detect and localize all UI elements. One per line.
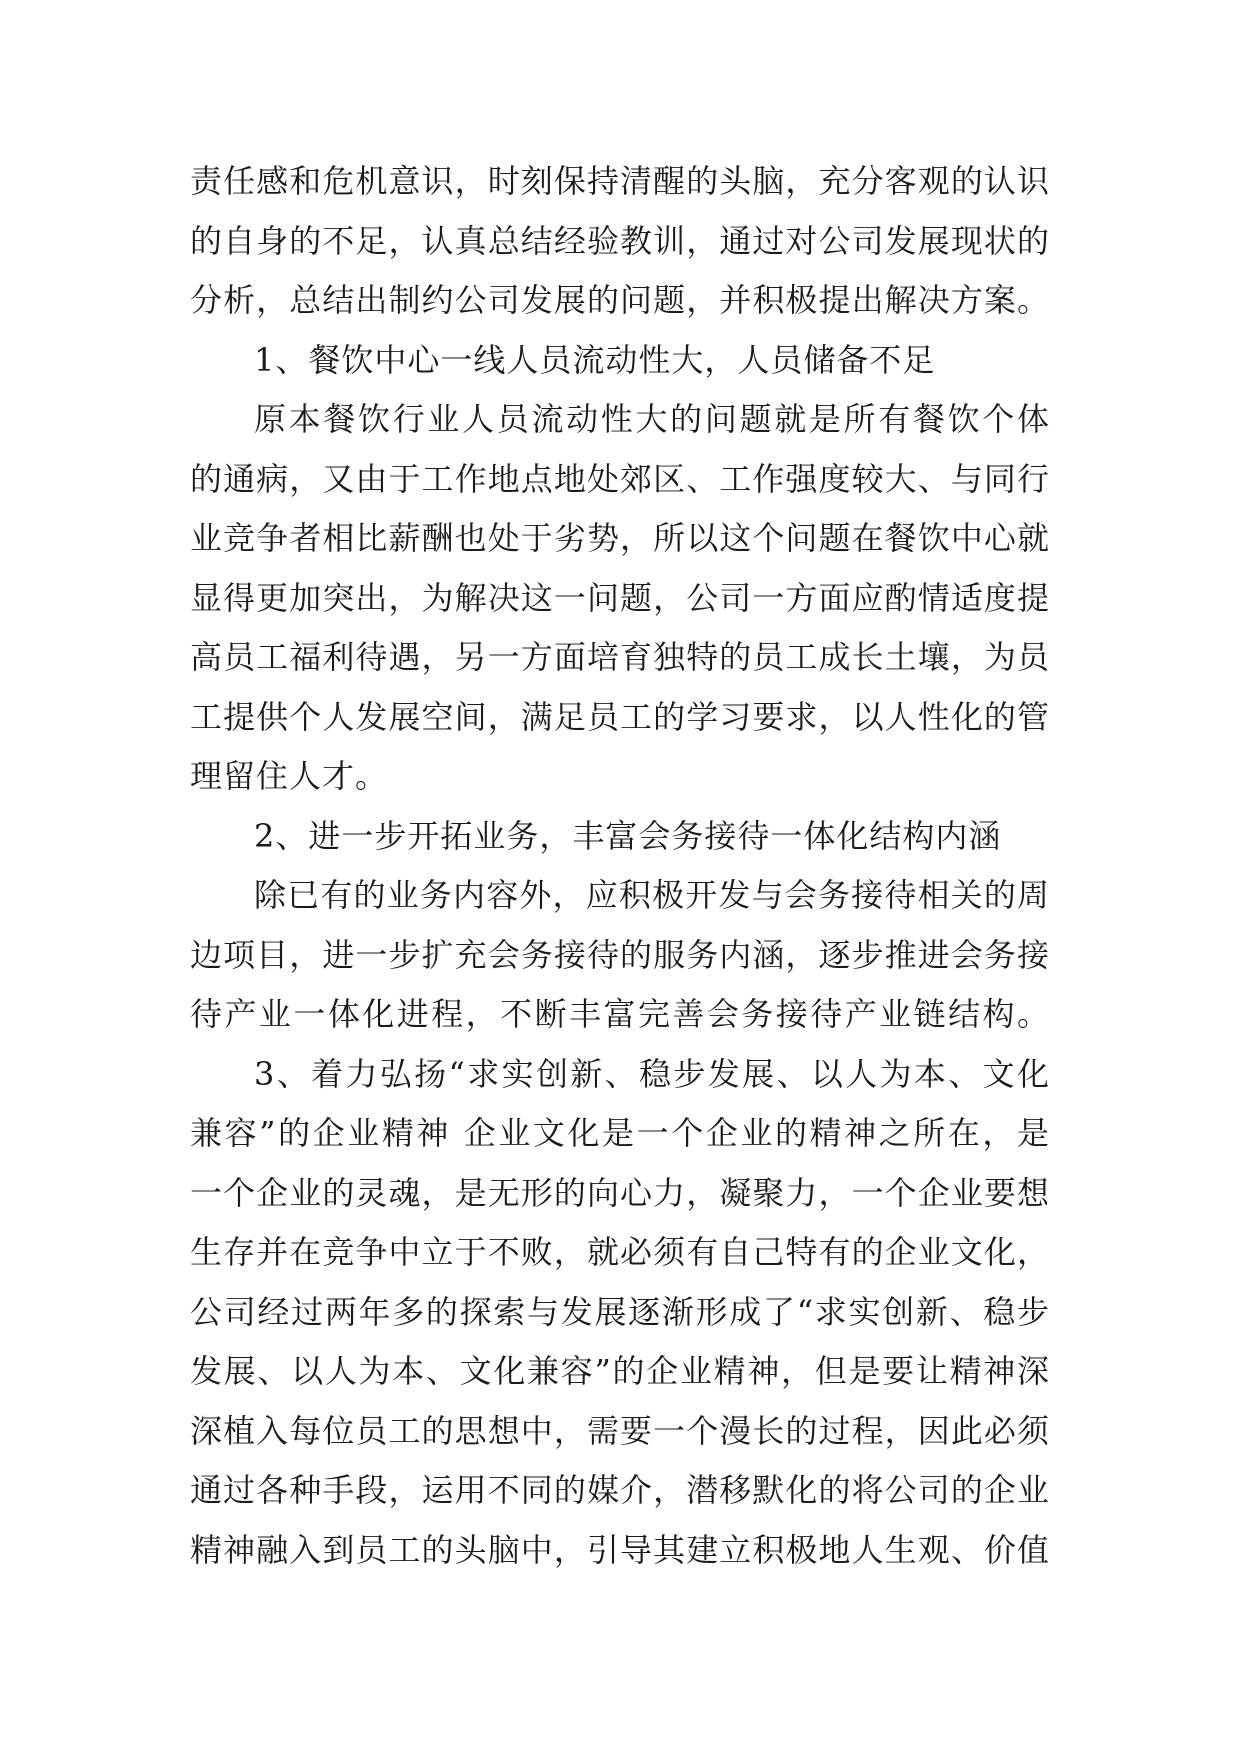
text-line: 业竞争者相比薪酬也处于劣势，所以这个问题在餐饮中心就 [190, 519, 1050, 557]
section-heading-1: 1、餐饮中心一线人员流动性大，人员储备不足 [254, 340, 936, 379]
section-heading-3: 3、着力弘扬“求实创新、稳步发展、以人为本、文化 [254, 1054, 1050, 1093]
text-line: 显得更加突出，为解决这一问题，公司一方面应酌情适度提 [190, 578, 1050, 617]
text-line: 生存并在竞争中立于不败，就必须有自己特有的企业文化， [190, 1233, 1050, 1271]
text-line: 通过各种手段，运用不同的媒介，潜移默化的将公司的企业 [190, 1471, 1050, 1509]
section-heading-2: 2、进一步开拓业务，丰富会务接待一体化结构内涵 [254, 816, 1002, 855]
text-line: 高员工福利待遇，另一方面培育独特的员工成长土壤，为员 [190, 638, 1050, 676]
text-line: 边项目，进一步扩充会务接待的服务内涵，逐步推进会务接 [190, 935, 1050, 974]
text-line: 深植入每位员工的思想中，需要一个漫长的过程，因此必须 [190, 1411, 1050, 1450]
text-line: 的通病，又由于工作地点地处郊区、工作强度较大、与同行 [190, 459, 1050, 498]
text-line: 待产业一体化进程，不断丰富完善会务接待产业链结构。 [190, 995, 1050, 1033]
text-line: 精神融入到员工的头脑中，引导其建立积极地人生观、价值 [190, 1530, 1050, 1569]
text-line: 分析，总结出制约公司发展的问题，并积极提出解决方案。 [190, 281, 1050, 319]
text-line: 公司经过两年多的探索与发展逐渐形成了“求实创新、稳步 [190, 1292, 1050, 1331]
text-line: 责任感和危机意识，时刻保持清醒的头脑，充分客观的认识 [190, 162, 1050, 200]
text-line: 一个企业的灵魂，是无形的向心力，凝聚力，一个企业要想 [190, 1173, 1050, 1212]
text-line: 工提供个人发展空间，满足员工的学习要求，以人性化的管 [190, 697, 1050, 736]
text-line: 兼容”的企业精神 企业文化是一个企业的精神之所在，是 [190, 1114, 1050, 1152]
text-line: 原本餐饮行业人员流动性大的问题就是所有餐饮个体 [254, 400, 1050, 438]
text-line: 的自身的不足，认真总结经验教训，通过对公司发展现状的 [190, 221, 1050, 260]
text-line: 理留住人才。 [190, 757, 389, 795]
text-line: 除已有的业务内容外，应积极开发与会务接待相关的周 [254, 876, 1050, 914]
text-line: 发展、以人为本、文化兼容”的企业精神，但是要让精神深 [190, 1352, 1050, 1390]
body-text [190, 152, 1050, 1580]
